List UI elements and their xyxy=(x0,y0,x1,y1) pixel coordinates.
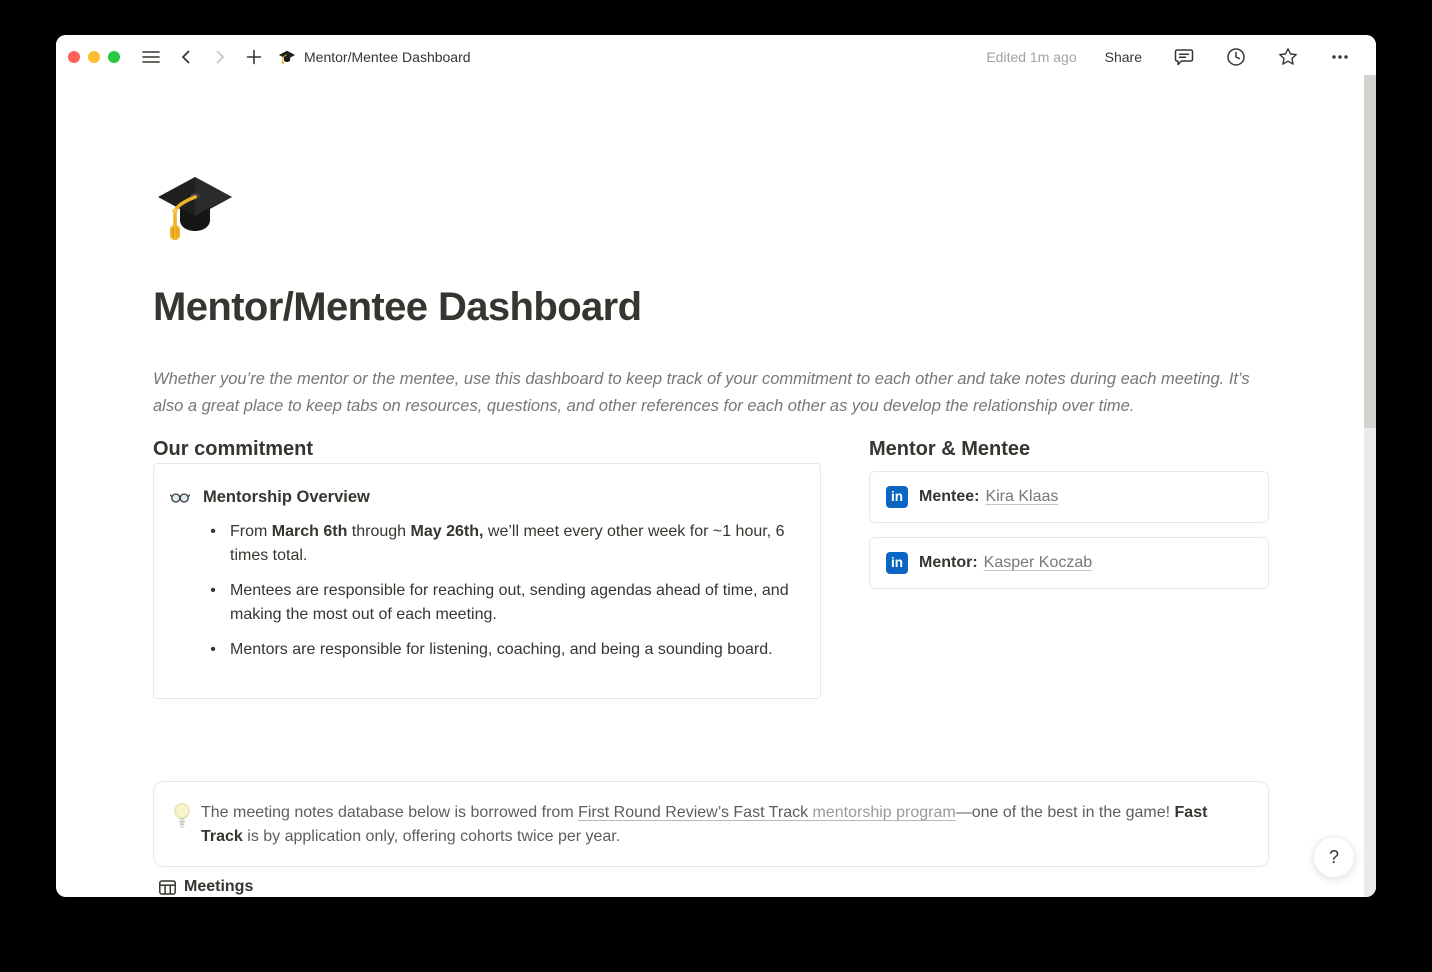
scrollbar-thumb[interactable] xyxy=(1364,75,1376,428)
share-button[interactable]: Share xyxy=(1101,47,1146,67)
chevron-left-icon xyxy=(178,49,194,65)
comments-button[interactable] xyxy=(1170,43,1198,71)
history-button[interactable] xyxy=(1222,43,1250,71)
help-button[interactable]: ? xyxy=(1313,836,1355,878)
mentor-card[interactable] xyxy=(869,537,1269,589)
linkedin-icon: in xyxy=(886,552,908,574)
mentor-name-link[interactable]: Kasper Koczab xyxy=(983,554,1093,571)
forward-button[interactable] xyxy=(208,45,232,69)
app-window xyxy=(56,35,1376,897)
breadcrumb[interactable] xyxy=(278,48,471,66)
sidebar-menu-button[interactable] xyxy=(138,46,164,68)
lightbulb-icon xyxy=(172,802,192,829)
page-description: Whether you’re the mentor or the mentee, use this dashboard to keep track of your commitment to each other and take notes during each meeting. It’s also a great place to keep tabs on resources, questions, and other references for each other as you develop the relationship over time. xyxy=(153,369,1250,415)
glasses-icon xyxy=(170,492,190,503)
back-button[interactable] xyxy=(174,45,198,69)
fast-track-link-tail[interactable]: mentorship program xyxy=(812,804,956,821)
mentorship-overview-toggle[interactable] xyxy=(170,488,804,507)
bullet-item xyxy=(170,579,804,627)
commitment-heading: Our commitment xyxy=(153,438,314,460)
linkedin-icon: in xyxy=(886,486,908,508)
bullet-text: Mentees are responsible for reaching out, sending agendas ahead of time, and making the most out of each meeting. xyxy=(230,582,789,623)
clock-icon xyxy=(1226,47,1246,67)
bullet-item xyxy=(170,638,804,662)
callout-block xyxy=(153,781,1269,867)
people-column xyxy=(869,436,1269,699)
titlebar-page-title: Mentor/Mentee Dashboard xyxy=(304,49,471,65)
bullet-dot: • xyxy=(210,582,216,599)
minimize-button[interactable] xyxy=(88,51,100,63)
titlebar xyxy=(56,35,1376,79)
table-icon xyxy=(159,880,176,895)
chevron-right-icon xyxy=(212,49,228,65)
graduation-cap-icon xyxy=(278,48,296,66)
mentee-role-label: Mentee: xyxy=(919,488,980,505)
plus-icon xyxy=(246,49,262,65)
ellipsis-icon xyxy=(1330,47,1350,67)
zoom-button[interactable] xyxy=(108,51,120,63)
favorite-button[interactable] xyxy=(1274,43,1302,71)
new-page-button[interactable] xyxy=(242,45,266,69)
mentee-name-link[interactable]: Kira Klaas xyxy=(985,488,1059,505)
page-icon-graduation-cap[interactable] xyxy=(155,167,235,247)
meetings-label: Meetings xyxy=(184,878,254,895)
close-button[interactable] xyxy=(68,51,80,63)
bullet-text: From March 6th through May 26th, we’ll meet every other week for ~1 hour, 6 times total. xyxy=(230,523,785,564)
comment-icon xyxy=(1174,47,1194,67)
mentorship-overview-box xyxy=(153,463,821,699)
callout-text: The meeting notes database below is borrowed from First Round Review’s Fast Track mentorship program—one of the best in the game! Fast Track is by application only, offering cohorts twice per year. xyxy=(201,804,1208,845)
page-title: Mentor/Mentee Dashboard xyxy=(153,285,642,329)
bullet-text: Mentors are responsible for listening, coaching, and being a sounding board. xyxy=(230,641,773,658)
mentor-role-label: Mentor: xyxy=(919,554,978,571)
commitment-column xyxy=(153,436,821,699)
edited-status: Edited 1m ago xyxy=(986,49,1077,65)
hamburger-icon xyxy=(142,50,160,64)
more-options-button[interactable] xyxy=(1326,43,1354,71)
mentorship-overview-title: Mentorship Overview xyxy=(203,488,370,506)
bullet-item xyxy=(170,520,804,568)
star-icon xyxy=(1278,47,1298,67)
bullet-dot: • xyxy=(210,523,216,540)
fast-track-link[interactable]: First Round Review’s Fast Track xyxy=(578,804,813,821)
commitment-bullets xyxy=(170,520,804,662)
meetings-database-header[interactable] xyxy=(159,878,253,896)
window-controls xyxy=(68,51,120,63)
bullet-dot: • xyxy=(210,641,216,658)
people-heading: Mentor & Mentee xyxy=(869,438,1031,460)
mentee-card[interactable] xyxy=(869,471,1269,523)
two-column-layout xyxy=(153,436,1269,699)
